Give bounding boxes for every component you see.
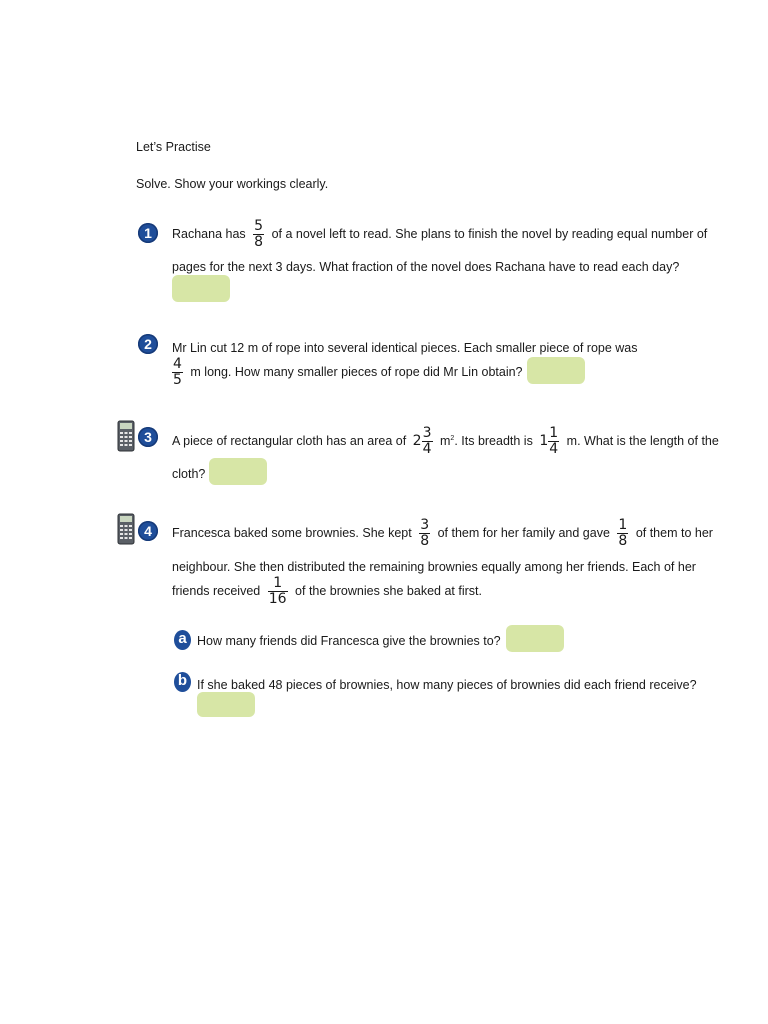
q1-text-post: of a novel left to read. She plans to finish the novel by reading equal number of — [271, 227, 708, 241]
q4-frac1-den: 8 — [420, 533, 430, 550]
q1-text-pre: Rachana has — [172, 227, 246, 241]
question-2-line-1: Mr Lin cut 12 m of rope into several identical pieces. Each smaller piece of rope was — [172, 341, 638, 355]
q2-text-post: m long. How many smaller pieces of rope did Mr Lin obtain? — [190, 365, 523, 379]
part-b-badge: b — [174, 672, 191, 692]
q1-frac-den: 8 — [254, 234, 264, 251]
q3-breadth-whole: 1 — [539, 433, 549, 450]
question-4-line-2: neighbour. She then distributed the remaining brownies equally among her friends. Each of her — [172, 560, 696, 574]
question-2-badge: 2 — [138, 334, 158, 354]
q4-line3-post: of the brownies she baked at first. — [295, 584, 482, 598]
q3-area-whole: 2 — [412, 433, 422, 450]
instruction-text: Solve. Show your workings clearly. — [136, 177, 329, 191]
question-4-line-1 — [172, 517, 713, 550]
q4-text-post: of them to her — [635, 526, 713, 540]
calculator-icon — [117, 513, 135, 545]
question-2-answer-box[interactable] — [527, 357, 585, 384]
part-a-badge: a — [174, 630, 191, 650]
q3-text-pre: A piece of rectangular cloth has an area of — [172, 434, 407, 449]
question-4-badge: 4 — [138, 521, 158, 541]
q3-unit: m — [440, 434, 451, 449]
question-3-line-2: cloth? — [172, 467, 206, 481]
q3-breadth-den: 4 — [549, 441, 559, 458]
q1-frac-num: 5 — [254, 218, 264, 235]
q2-frac-den: 5 — [173, 372, 182, 389]
q2-frac-num: 4 — [173, 356, 182, 373]
q4-frac3-num: 1 — [273, 575, 283, 592]
q4-text-mid: of them for her family and gave — [437, 526, 610, 540]
q4-frac1-num: 3 — [420, 517, 430, 534]
question-1-badge: 1 — [138, 223, 158, 243]
q3-unit-sup: 2 — [450, 435, 455, 442]
q4-text-pre: Francesca baked some brownies. She kept — [172, 526, 412, 540]
calculator-icon — [117, 420, 135, 452]
part-a-answer-box[interactable] — [506, 625, 564, 652]
q2-fraction — [172, 357, 183, 388]
question-2-line-2 — [168, 356, 523, 388]
q3-text-mid: . Its breadth is — [454, 434, 533, 449]
part-a-text: How many friends did Francesca give the brownies to? — [197, 634, 501, 648]
question-1-line-2: pages for the next 3 days. What fraction of the novel does Rachana have to read each day? — [172, 260, 680, 274]
q3-text-post: m. What is the length of the — [566, 434, 719, 449]
question-3-line-1 — [172, 422, 719, 458]
question-1-line-1 — [172, 218, 707, 250]
q3-breadth-num: 1 — [549, 425, 559, 442]
question-3-answer-box[interactable] — [209, 458, 267, 485]
q4-frac3-den: 16 — [268, 591, 287, 608]
question-4-line-3 — [172, 575, 482, 608]
part-b-answer-box[interactable] — [197, 692, 255, 717]
q4-line3-pre: friends received — [172, 584, 261, 598]
q4-fraction-2 — [617, 518, 628, 549]
page-heading: Let’s Practise — [136, 140, 211, 154]
q4-frac2-num: 1 — [618, 517, 628, 534]
q1-fraction — [253, 219, 264, 250]
question-1-answer-box[interactable] — [172, 275, 230, 302]
q3-breadth-fraction — [548, 426, 559, 457]
q3-area-fraction — [422, 426, 433, 457]
q3-area-den: 4 — [422, 441, 432, 458]
q4-fraction-3 — [268, 576, 288, 607]
q4-fraction-1 — [419, 518, 430, 549]
q3-area-num: 3 — [422, 425, 432, 442]
part-b-text: If she baked 48 pieces of brownies, how many pieces of brownies did each friend receive? — [197, 678, 697, 692]
q4-frac2-den: 8 — [618, 533, 628, 550]
question-3-badge: 3 — [138, 427, 158, 447]
